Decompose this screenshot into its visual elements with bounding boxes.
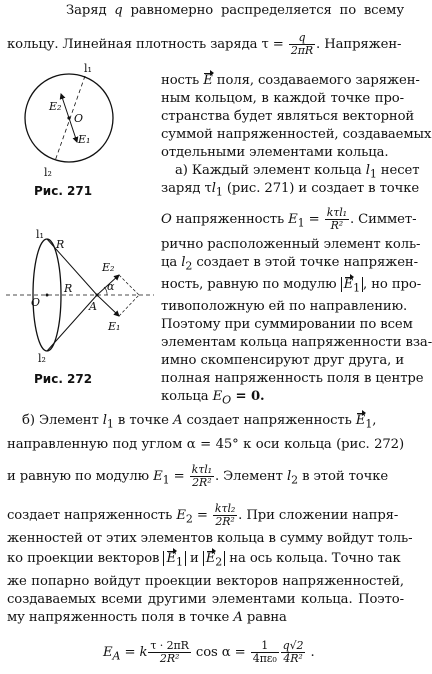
fig272-label-l2: l₂	[38, 352, 46, 365]
text-line-24: женностей от этих элементов кольца в сумму войдут толь-	[7, 531, 413, 546]
fig271-label-O: O	[74, 112, 84, 125]
final-formula: $E_A = k$ $\frac{\tau \cdot 2\pi R}{\text{2R²}}$ cos α = $\frac{1}{\text{4πε₀}}$ $\frac{q√2}{\text{4R²}}$ .	[103, 639, 315, 665]
text-line-8: а) Каждый элемент кольца $l_1$ несет	[175, 163, 420, 181]
text-line-14: тивоположную ей по направлению.	[161, 299, 408, 314]
modulus-E2: $E_2$	[203, 551, 225, 566]
text-line-18: полная напряженность поля в центре	[161, 371, 424, 386]
text-line-22: и равную по модулю $E_1$ = $\frac{\text{kτl₁}}{\text{2R²}}$ . Элемент $l_2$ в этой точке	[7, 463, 389, 489]
fig272-label-E2: E₂	[102, 261, 115, 274]
fig271-label-l1: l₁	[84, 62, 92, 75]
fig271-label-E1: E₁	[78, 133, 91, 146]
modulus-E1: $E_1$	[341, 277, 363, 292]
text-line-20: б) Элемент $l_1$ в точке A создает напряженность $E_1$,	[22, 413, 377, 431]
fig272-label-R-axis: R	[64, 282, 73, 295]
fig272-caption: Рис. 272	[34, 372, 93, 386]
text-line-21: направленную под углом α = 45° к оси кольца (рис. 272)	[7, 437, 404, 452]
figure-272	[6, 226, 154, 366]
text-line-15: Поэтому при суммировании по всем	[161, 317, 413, 332]
fig271-label-l2: l₂	[44, 166, 52, 179]
fig271-caption: Рис. 271	[34, 184, 93, 198]
fig272-label-A: A	[89, 300, 97, 313]
text-line-12: ца $l_2$ создает в этой точке напряжен-	[161, 255, 418, 273]
fraction-E1-center: $\frac{\text{kτl₁}}{\text{R²}}$	[326, 206, 347, 232]
text-line-1: Заряд q равномерно распределяется по всему	[66, 3, 404, 18]
text-line-2: кольцу. Линейная плотность заряда τ = $\frac{q}{2\pi R}$ . Напряжен-	[7, 31, 402, 57]
fig272-label-alpha: α	[107, 280, 115, 293]
fraction-E1-point-A: $\frac{\text{kτl₁}}{\text{2R²}}$	[191, 463, 212, 489]
fraction-E2-point-A: $\frac{\text{kτl₂}}{\text{2R²}}$	[214, 502, 236, 528]
text-line-6: суммой напряженностей, создаваемых	[161, 127, 432, 142]
text-line-28: му напряженность поля в точке A равна	[7, 610, 287, 625]
text-line-10: O напряженность $E_1$ = $\frac{\text{kτl₁}}{\text{R²}}$ . Симмет-	[161, 206, 417, 232]
fig272-label-l1: l₁	[36, 228, 44, 241]
fig272-label-O: O	[31, 296, 41, 309]
fig272-label-E1: E₁	[108, 320, 121, 333]
formula-fraction-3: $\frac{q√2}{\text{4R²}}$	[282, 639, 304, 665]
text-line-19: кольца $E_O = 0$.	[161, 389, 265, 407]
modulus-E1-b: $E_1$	[163, 551, 185, 566]
fraction-tau: $\frac{q}{2\pi R}$	[290, 31, 314, 57]
formula-fraction-2: $\frac{1}{\text{4πε₀}}$	[252, 639, 277, 665]
fig272-label-R-top: R	[56, 238, 65, 251]
text-line-11: рично расположенный элемент коль-	[161, 237, 421, 252]
text-line-17: имно скомпенсируют друг друга, и	[161, 353, 405, 368]
text-line-23: создает напряженность $E_2$ = $\frac{\text{kτl₂}}{\text{2R²}}$ . При сложении напря-	[7, 502, 399, 528]
text-line-13: ность, равную по модулю $E_1$ , но про-	[161, 277, 422, 295]
text-line-26: же попарно войдут проекции векторов напряженностей,	[7, 574, 404, 589]
text-line-9: заряд $\tau l_1$ (рис. 271) и создает в точке	[161, 181, 420, 199]
text-line-7: отдельными элементами кольца.	[161, 145, 389, 160]
fig271-label-E2: E₂	[49, 100, 62, 113]
text-line-4: ным кольцом, в каждой точке про-	[161, 91, 404, 106]
text-line-27: создаваемых всеми другими элементами кольца. Поэто-	[7, 592, 404, 607]
formula-fraction-1: $\frac{\tau \cdot 2\pi R}{\text{2R²}}$	[150, 639, 189, 665]
text-line-5: странства будет являться векторной	[161, 109, 415, 124]
text-line-3: ность E поля, создаваемого заряжен-	[161, 73, 420, 88]
text-line-16: элементам кольца напряженности вза-	[161, 335, 432, 350]
figure-271	[22, 60, 117, 180]
text-line-25: ко проекции векторов $E_1$ и $E_2$ на ось кольца. Точно так	[7, 551, 401, 569]
